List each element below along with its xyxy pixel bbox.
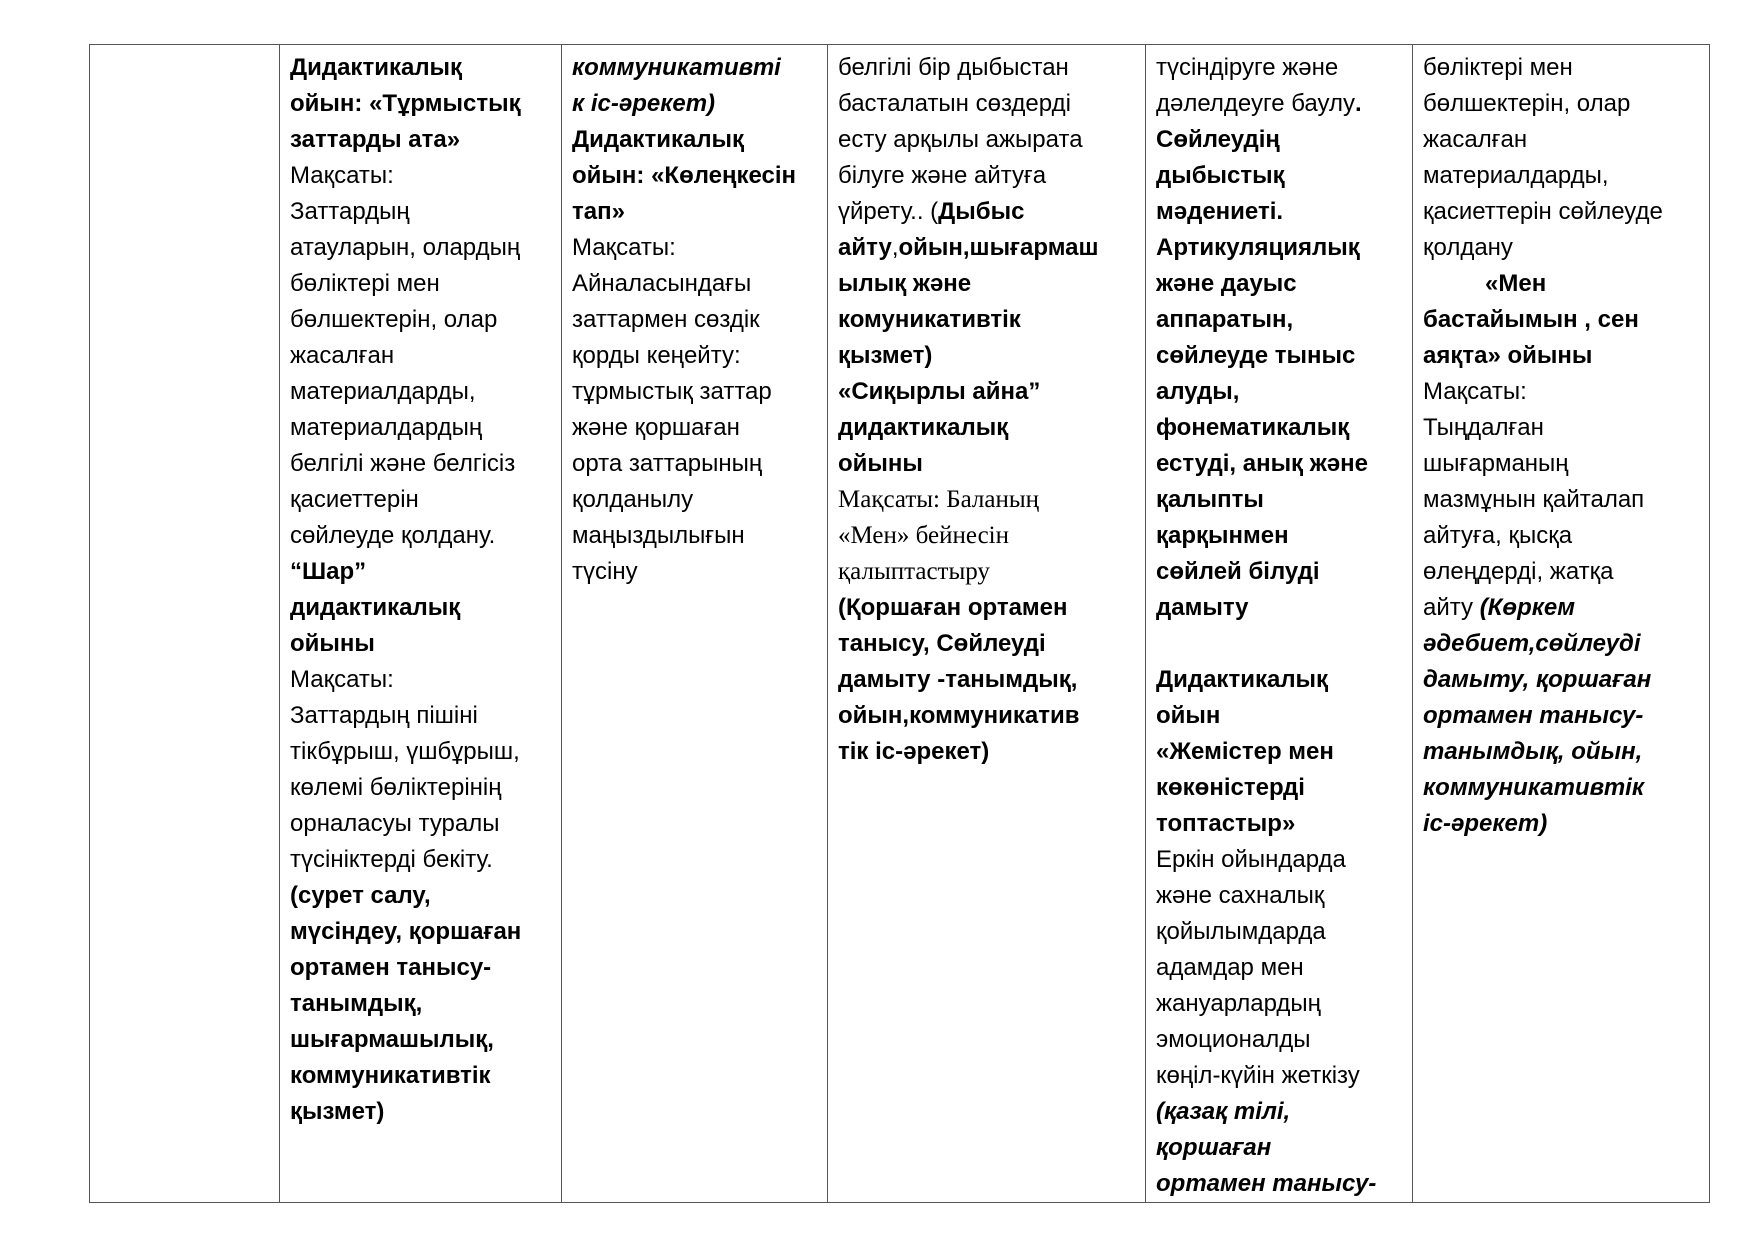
text-line: қасиеттерін — [290, 486, 419, 513]
text-line: айтуға, қысқа — [1423, 522, 1573, 549]
text-line: Тыңдалған — [1423, 414, 1544, 441]
text-line: ылық және — [838, 270, 972, 297]
text-line: ойыны — [290, 630, 375, 657]
text-line: «Сиқырлы айна” — [838, 378, 1041, 405]
text-line: білуге және айтуға — [838, 162, 1047, 189]
text-line: қорды кеңейту: — [572, 342, 741, 369]
text-line: Мақсаты: — [1423, 378, 1527, 405]
text-line: көңіл-күйін жеткізу — [1156, 1062, 1360, 1089]
cell-col6 — [1413, 45, 1710, 1203]
text-line: аяқта» ойыны — [1423, 342, 1593, 369]
text-line: (сурет салу, — [290, 882, 431, 909]
text-line: қасиеттерін сөйлеуде — [1423, 198, 1663, 225]
text-line: дамыту, қоршаған — [1423, 666, 1652, 693]
text-line: маңыздылығын — [572, 522, 745, 549]
text-line: Заттардың пішіні — [290, 702, 478, 729]
text-line: «Жемістер мен — [1156, 738, 1334, 765]
text-line: атауларын, олардың — [290, 234, 521, 261]
text-line: Дидактикалық — [572, 126, 745, 153]
text-line: Мақсаты: — [290, 162, 394, 189]
cell-col2 — [280, 45, 562, 1203]
text-line: және дауыс — [1156, 270, 1297, 297]
text-line: материалдардың — [290, 414, 483, 441]
text-line: сөйлеуде қолдану. — [290, 522, 496, 549]
text-line: шығарманың — [1423, 450, 1569, 477]
text-line: қойылымдарда — [1156, 918, 1326, 945]
text-line: ортамен танысу- — [1423, 702, 1644, 729]
text-line: іс-әрекет) — [1423, 810, 1548, 837]
text-line: коммуникативтік — [1423, 774, 1644, 801]
text-line: шығармашылық, — [290, 1026, 494, 1053]
text-line: есту арқылы ажырата — [838, 126, 1083, 153]
text-line: айту — [838, 234, 892, 261]
text-line: белгілі және белгісіз — [290, 450, 516, 477]
text-line: (қазақ тілі, — [1156, 1098, 1291, 1125]
text-line: жасалған — [1423, 126, 1528, 153]
text-line: топтастыр» — [1156, 810, 1296, 837]
text-line: мазмұнын қайталап — [1423, 486, 1645, 513]
text-line: (Қоршаған ортамен — [838, 594, 1068, 621]
empty-first-cell — [90, 45, 280, 1203]
text-line: дамыту — [1156, 594, 1249, 621]
text-line: дидактикалық — [290, 594, 461, 621]
text-line: қызмет) — [838, 342, 933, 369]
text-line: жасалған — [290, 342, 395, 369]
text-line: орналасуы туралы — [290, 810, 500, 837]
text-line: аппаратын, — [1156, 306, 1294, 333]
text-line: тап» — [572, 198, 625, 225]
text-line: Мақсаты: — [572, 234, 676, 261]
text-line: дәлелдеуге баулу — [1156, 90, 1355, 117]
text-line: материалдарды, — [1423, 162, 1609, 189]
text-line: Сөйлеудің — [1156, 126, 1280, 153]
text-line: түсініктерді бекіту. — [290, 846, 493, 873]
text-line: айту — [1423, 594, 1480, 621]
text-line: «Мен — [1485, 270, 1547, 297]
text-line: заттармен сөздік — [572, 306, 760, 333]
text-line: Заттардың — [290, 198, 410, 225]
text-line: , — [891, 234, 899, 261]
text-line: (Көркем — [1479, 594, 1576, 621]
text-line: қызмет) — [290, 1098, 385, 1125]
text-line: белгілі бір дыбыстан — [838, 54, 1069, 81]
text-line: естуді, анық және — [1156, 450, 1368, 477]
text-line: дыбыстық — [1156, 162, 1285, 189]
text-line: тұрмыстық заттар — [572, 378, 772, 405]
text-line: Мақсаты: Баланың — [838, 486, 1040, 513]
activity-table — [89, 44, 1710, 1203]
text-line: Дидактикалық — [290, 54, 463, 81]
text-line: көлемі бөліктерінің — [290, 774, 502, 801]
text-line: к іс-әрекет) — [572, 90, 716, 117]
text-line: дидактикалық — [838, 414, 1009, 441]
text-line: ортамен танысу- — [290, 954, 492, 981]
text-line: адамдар мен — [1156, 954, 1304, 981]
text-line: жануарлардың — [1156, 990, 1321, 1017]
text-line: орта заттарының — [572, 450, 763, 477]
cell-col3 — [562, 45, 828, 1203]
text-line: бөліктері мен — [290, 270, 440, 297]
text-line: фонематикалық — [1156, 414, 1350, 441]
text-line: және қоршаған — [572, 414, 740, 441]
text-line: сөйлей білуді — [1156, 558, 1320, 585]
cell-col5 — [1146, 45, 1413, 1203]
text-line: түсіну — [572, 558, 638, 585]
text-line: ойын,коммуникатив — [838, 702, 1080, 729]
text-line: бөліктері мен — [1423, 54, 1573, 81]
text-line: бастайымын , сен — [1423, 306, 1639, 333]
text-line: коммуникативті — [572, 54, 781, 81]
text-line: Айналасындағы — [572, 270, 752, 297]
cell-col4 — [828, 45, 1146, 1203]
text-line: Мақсаты: — [290, 666, 394, 693]
text-line: сөйлеуде тыныс — [1156, 342, 1356, 369]
text-line: тік іс-әрекет) — [838, 738, 990, 765]
text-line: Артикуляциялық — [1156, 234, 1360, 261]
text-line: көкөністерді — [1156, 774, 1305, 801]
text-line: танымдық, ойын, — [1423, 738, 1643, 765]
blank-line — [1156, 626, 1402, 662]
text-line: ортамен танысу- — [1156, 1170, 1377, 1197]
text-line: коммуникативтік — [290, 1062, 491, 1089]
text-line: танысу, Сөйлеуді — [838, 630, 1046, 657]
text-line: ойын,шығармаш — [898, 234, 1099, 261]
text-line: қолдану — [1423, 234, 1513, 261]
text-line: қарқынмен — [1156, 522, 1289, 549]
text-line: мүсіндеу, қоршаған — [290, 918, 522, 945]
text-line: қалыптастыру — [838, 558, 990, 585]
text-line: әдебиет,сөйлеуді — [1423, 630, 1641, 657]
text-line: бөлшектерін, олар — [1423, 90, 1631, 117]
text-line: . — [1354, 90, 1362, 117]
text-line: Дыбыс — [938, 198, 1025, 225]
text-line: ойын: «Тұрмыстық — [290, 90, 521, 117]
text-line: өлеңдерді, жатқа — [1423, 558, 1614, 585]
text-line: қоршаған — [1156, 1134, 1272, 1161]
text-line: танымдық, — [290, 990, 423, 1017]
text-line: Дидактикалық — [1156, 666, 1329, 693]
table-row — [90, 45, 1710, 1203]
text-line: дамыту -танымдық, — [838, 666, 1078, 693]
text-line: ойыны — [838, 450, 923, 477]
text-line: «Мен» бейнесін — [838, 522, 1010, 549]
text-line: тікбұрыш, үшбұрыш, — [290, 738, 520, 765]
text-line: бөлшектерін, олар — [290, 306, 498, 333]
text-line: мәдениеті. — [1156, 198, 1284, 225]
text-line: заттарды ата» — [290, 126, 461, 153]
text-line: материалдарды, — [290, 378, 476, 405]
text-line: алуды, — [1156, 378, 1240, 405]
text-line: үйрету.. ( — [838, 198, 939, 225]
text-line: ойын: «Көлеңкесін — [572, 162, 797, 189]
text-line: түсіндіруге және — [1156, 54, 1339, 81]
text-line: қолданылу — [572, 486, 694, 513]
text-line: эмоционалды — [1156, 1026, 1311, 1053]
text-line: ойын — [1156, 702, 1221, 729]
text-line: Еркін ойындарда — [1156, 846, 1346, 873]
text-line: қалыпты — [1156, 486, 1264, 513]
text-line: комуникативтік — [838, 306, 1021, 333]
text-line: басталатын сөздерді — [838, 90, 1071, 117]
text-line: және сахналық — [1156, 882, 1325, 909]
text-line: “Шар” — [290, 558, 367, 585]
